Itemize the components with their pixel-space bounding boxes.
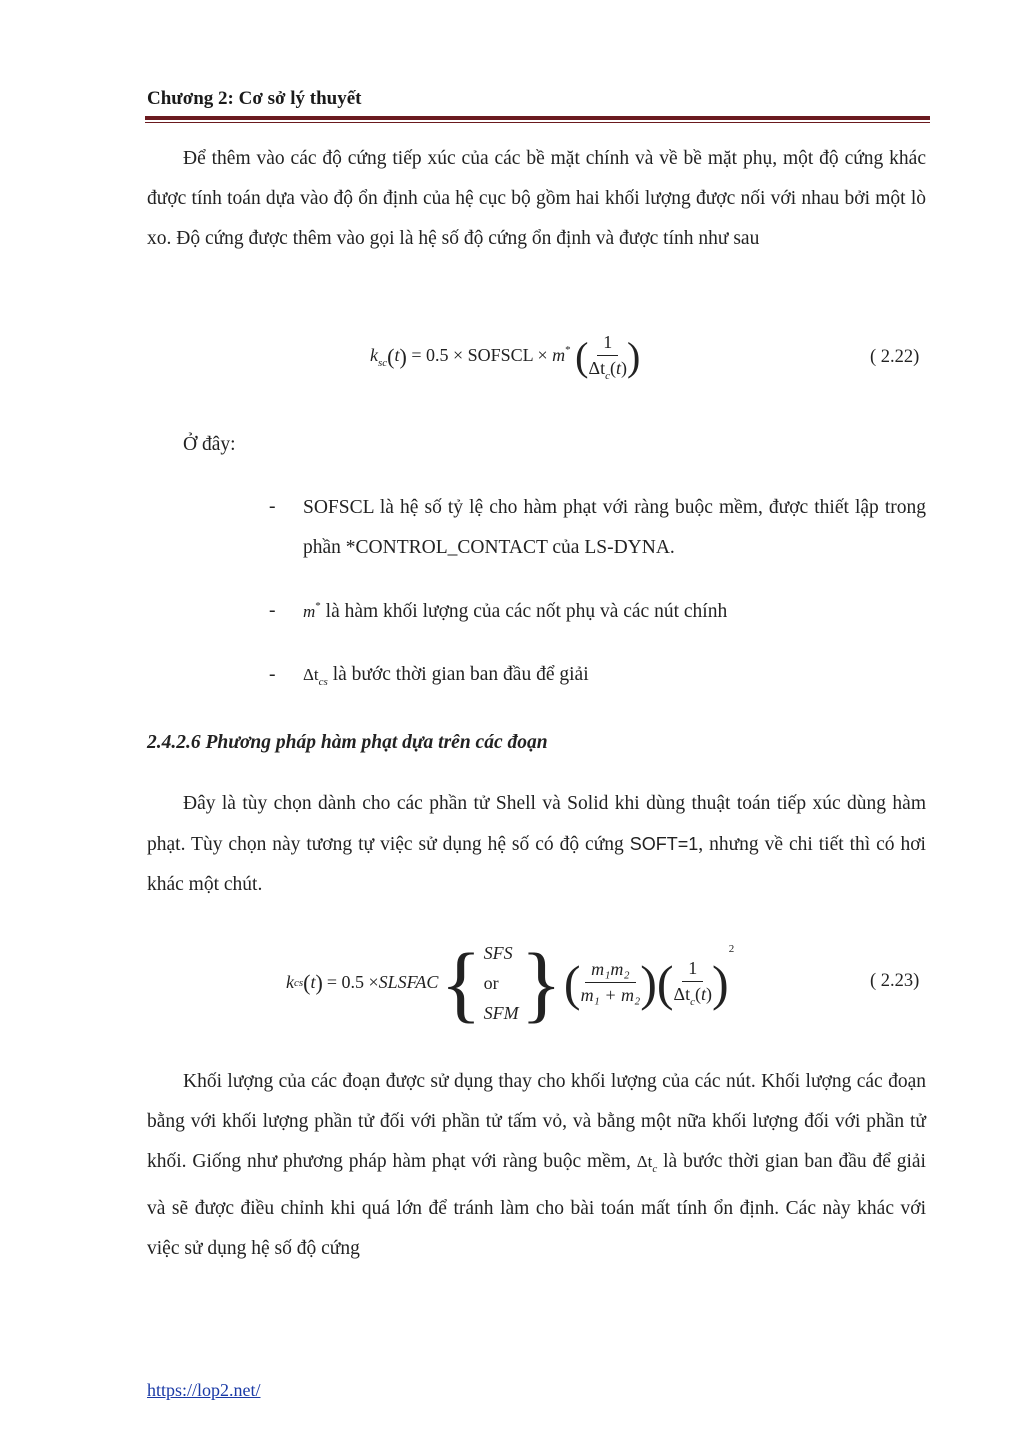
chapter-title: Chương 2: Cơ sở lý thuyết: [147, 88, 362, 109]
paragraph-segment-mass: Khối lượng của các đoạn được sử dụng thay cho khối lượng của các nút. Khối lượng các đoạn bằng với khối lượng phần tử đối với phần tử tấm vỏ, và bằng một nữa khối lượng đối với phần tử khối. Giống như phương pháp hàm phạt với ràng buộc mềm, $\Delta t_c$ là bước thời gian ban đầu để giải và sẽ được điều chỉnh khi quá lớn để tránh làm cho bài toán mất tính ổn định. Các này khác với việc sử dụng hệ số độ cứng: [147, 1071, 926, 1259]
equation-2-23: k cs ( t ) = 0.5 × SLSFAC { SFS or SFM } ( $\frac{\text{m₁m₂}}{\text{m₁ + m₂}}$ ) ( $\frac{1}{\Delta t_c(t)}$ ) 2: [286, 934, 735, 1031]
right-brace: }: [520, 934, 562, 1031]
bullet-dash-2: -: [269, 600, 276, 621]
fraction-reduced-mass: $\frac{\text{m₁m₂}}{\text{m₁ + m₂}}$: [580, 959, 641, 1005]
bullet-timestep: $\Delta t_{cs}$ là bước thời gian ban đầu để giải: [303, 664, 589, 688]
paragraph-segment-option: Đây là tùy chọn dành cho các phần tử Shell và Solid khi dùng thuật toán tiếp xúc dùng hàm phạt. Tùy chọn này tương tự việc sử dụng hệ số có độ cứng SOFT=1, nhưng về chi tiết thì có hơi khác một chút.: [147, 793, 926, 895]
header-rule-thick: [145, 116, 930, 120]
paragraph-intro-text: Để thêm vào các độ cứng tiếp xúc của các bề mặt chính và về bề mặt phụ, một độ cứng khác được tính toán dựa vào độ ổn định của hệ cục bộ gồm hai khối lượng được nối với nhau bởi một lò xo. Độ cứng được thêm vào gọi là hệ số độ cứng ổn định và được tính như sau: [147, 148, 926, 249]
fraction-1-over-dtc: $\frac{1}{\Delta t_c(t)}$: [588, 332, 627, 382]
equation-number-2-23: ( 2.23): [870, 971, 920, 991]
header-rule-thin: [145, 122, 930, 123]
bullet-sofscl: SOFSCL là hệ số tỷ lệ cho hàm phạt với ràng buộc mềm, được thiết lập trong phần *CONTROL_CONTACT của LS-DYNA.: [303, 497, 926, 558]
left-brace: {: [440, 934, 482, 1031]
brace-options: SFS or SFM: [483, 942, 519, 1023]
o-day-label: Ở đây:: [183, 434, 236, 455]
equation-number-2-22: ( 2.22): [870, 347, 920, 367]
paragraph-intro: [147, 139, 926, 259]
bullet-mass-function: m* là hàm khối lượng của các nốt phụ và các nút chính: [303, 600, 728, 622]
bullet-dash-3: -: [269, 664, 276, 685]
equation-2-22: $k_{sc}(t) = 0.5$ × SOFSCL × m* ( $\frac{1}{\Delta t_c(t)}$ ): [370, 332, 641, 382]
bullet-dash-1: -: [269, 496, 276, 517]
fraction-1-over-dtc-2: $\frac{1}{\Delta t_c(t)}$: [673, 957, 713, 1008]
footer-source-link[interactable]: https://lop2.net/: [147, 1380, 261, 1400]
section-heading-2-4-2-6: 2.4.2.6 Phương pháp hàm phạt dựa trên các đoạn: [147, 732, 548, 753]
